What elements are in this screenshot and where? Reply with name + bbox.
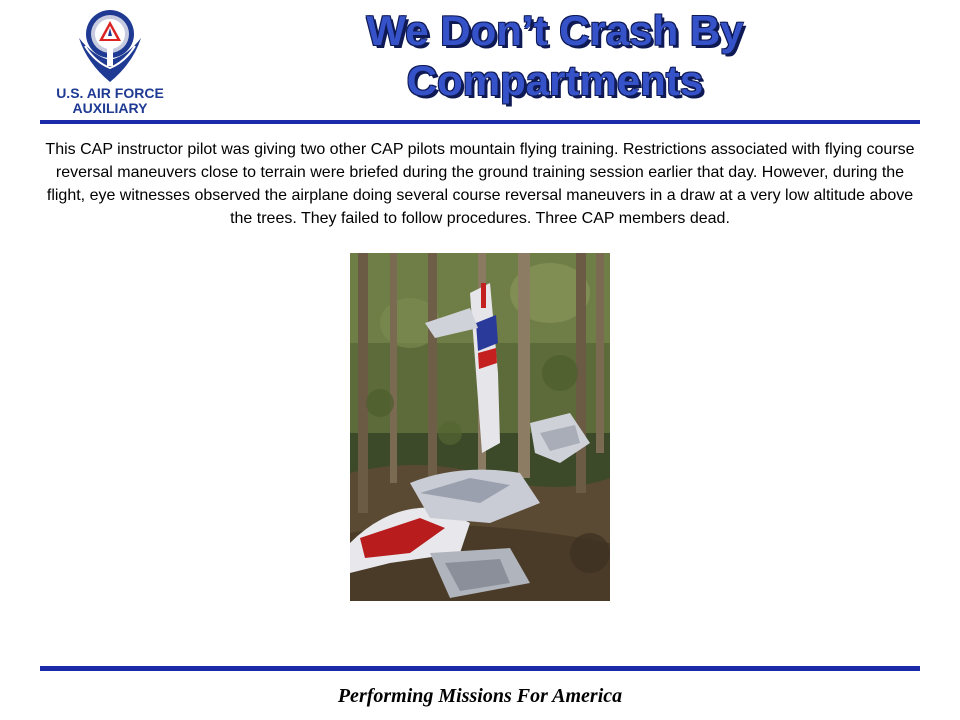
- crash-wreckage-photo: [350, 253, 610, 601]
- bottom-divider: [40, 666, 920, 671]
- top-divider: [40, 120, 920, 124]
- logo-text-line1: U.S. AIR FORCE: [56, 85, 164, 101]
- cap-logo: [40, 8, 180, 120]
- logo-text-line2: AUXILIARY: [72, 100, 148, 116]
- cap-emblem-icon: [77, 8, 143, 84]
- slide-body-text: This CAP instructor pilot was giving two other CAP pilots mountain flying training. Restrictions associated with flying course reversal maneuvers close to terrain were briefed during the ground training session earlier that day. However, during the flight, eye witnesses observed the airplane doing several course reversal maneuvers in a draw at a very low altitude above the trees. They failed to follow procedures. Three CAP members dead.: [45, 141, 915, 227]
- slide-title: We Don’t Crash By Compartments: [366, 7, 744, 104]
- footer-tagline: Performing Missions For America: [337, 685, 623, 707]
